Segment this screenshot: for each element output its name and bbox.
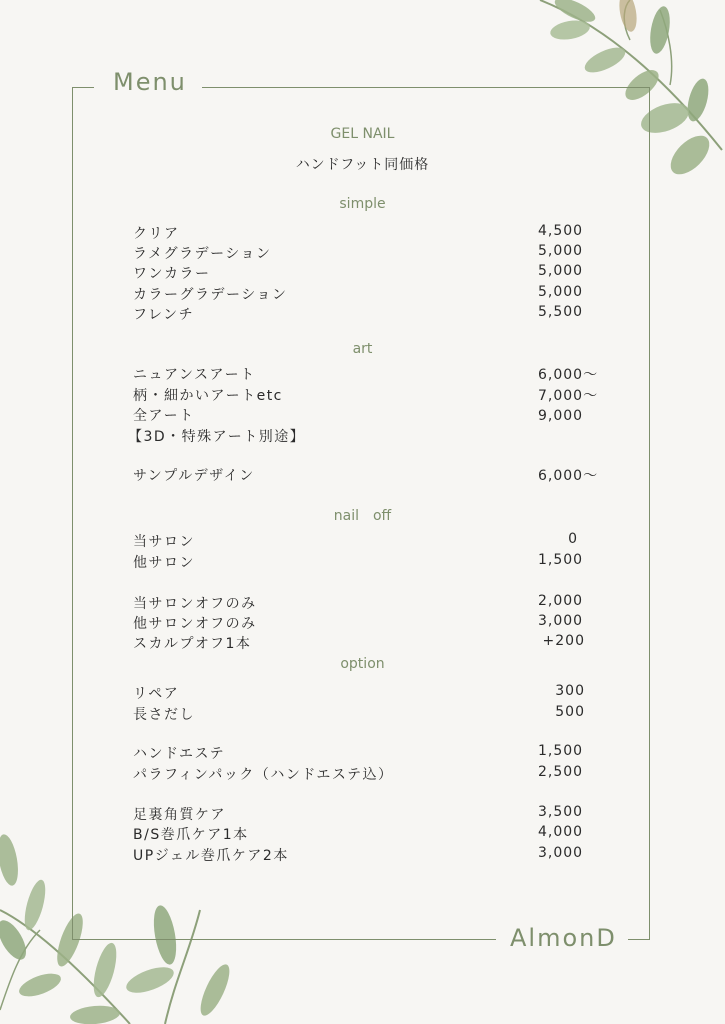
item-price: 3,000 [538, 613, 584, 629]
item-name: リペア [133, 686, 180, 702]
item-price: 3,500 [538, 804, 584, 820]
item-name: 長さだし [133, 707, 195, 723]
item-name: 他サロンオフのみ [133, 616, 257, 632]
item-name: フレンチ [133, 307, 195, 323]
item-price: 5,000 [538, 284, 584, 300]
item-price: 0 [568, 531, 578, 547]
menu-row [133, 263, 603, 283]
menu-row [133, 531, 603, 551]
item-price: +200 [542, 633, 585, 649]
section-nail-off-title: nail off [333, 508, 392, 524]
menu-row [133, 364, 603, 384]
item-name: サンプルデザイン [133, 468, 255, 484]
menu-row [133, 704, 603, 724]
item-name: ニュアンスアート [133, 367, 256, 383]
item-price: 5,000 [538, 263, 584, 279]
menu-row [133, 385, 603, 405]
item-price: 2,000 [538, 593, 584, 609]
item-price: 1,500 [538, 743, 584, 759]
menu-row [133, 405, 603, 425]
item-price: 9,000 [538, 408, 584, 424]
item-price: 3,000 [538, 845, 584, 861]
menu-title: Menu [104, 68, 196, 96]
menu-row [133, 552, 603, 572]
frame-top [202, 87, 650, 88]
menu-row [128, 426, 598, 446]
item-price: 500 [555, 704, 585, 720]
item-price: 7,000〜 [538, 388, 599, 404]
item-price: 5,000 [538, 243, 584, 259]
item-name: スカルプオフ1本 [133, 636, 252, 652]
brand-name: AlmonD [500, 924, 627, 952]
item-name: クリア [133, 226, 180, 242]
section-simple-title: simple [339, 196, 386, 212]
item-price: 4,500 [538, 223, 584, 239]
menu-row [133, 683, 603, 703]
item-name: ラメグラデーション [133, 246, 272, 262]
item-price: 300 [555, 683, 585, 699]
menu-row [133, 284, 603, 304]
gel-nail-title: GEL NAIL [330, 126, 395, 142]
item-name: ハンドエステ [133, 746, 226, 762]
section-option-title: option [340, 656, 385, 672]
item-name: パラフィンパック（ハンドエステ込） [133, 767, 394, 783]
item-price: 4,000 [538, 824, 584, 840]
menu-row [133, 743, 603, 763]
menu-row [133, 304, 603, 324]
menu-row [133, 824, 603, 844]
gel-nail-subtitle: ハンドフット同価格 [295, 157, 430, 173]
item-price: 6,000〜 [538, 468, 599, 484]
menu-row [133, 613, 603, 633]
item-name: 【3D・特殊アート別途】 [128, 429, 306, 445]
menu-row [133, 804, 603, 824]
item-name: 足裏角質ケア [133, 807, 226, 823]
menu-row [133, 593, 603, 613]
menu-row [133, 223, 603, 243]
item-name: B/S巻爪ケア1本 [133, 827, 249, 843]
item-name: カラーグラデーション [133, 287, 288, 303]
item-name: ワンカラー [133, 266, 211, 282]
item-price: 2,500 [538, 764, 584, 780]
menu-row [133, 764, 603, 784]
item-price: 6,000〜 [538, 367, 599, 383]
item-price: 1,500 [538, 552, 584, 568]
item-name: 当サロン [133, 534, 195, 550]
frame-bottom-right [628, 939, 650, 940]
frame-bottom [72, 939, 496, 940]
item-name: UPジェル巻爪ケア2本 [133, 848, 289, 864]
section-art-title: art [352, 341, 373, 357]
frame-top-left [72, 87, 94, 88]
menu-row [133, 465, 603, 485]
item-name: 柄・細かいアートetc [133, 388, 283, 404]
menu-row [133, 845, 603, 865]
item-name: 他サロン [133, 555, 195, 571]
menu-row [133, 633, 603, 653]
item-name: 全アート [133, 408, 195, 424]
item-name: 当サロンオフのみ [133, 596, 257, 612]
menu-row [133, 243, 603, 263]
item-price: 5,500 [538, 304, 584, 320]
